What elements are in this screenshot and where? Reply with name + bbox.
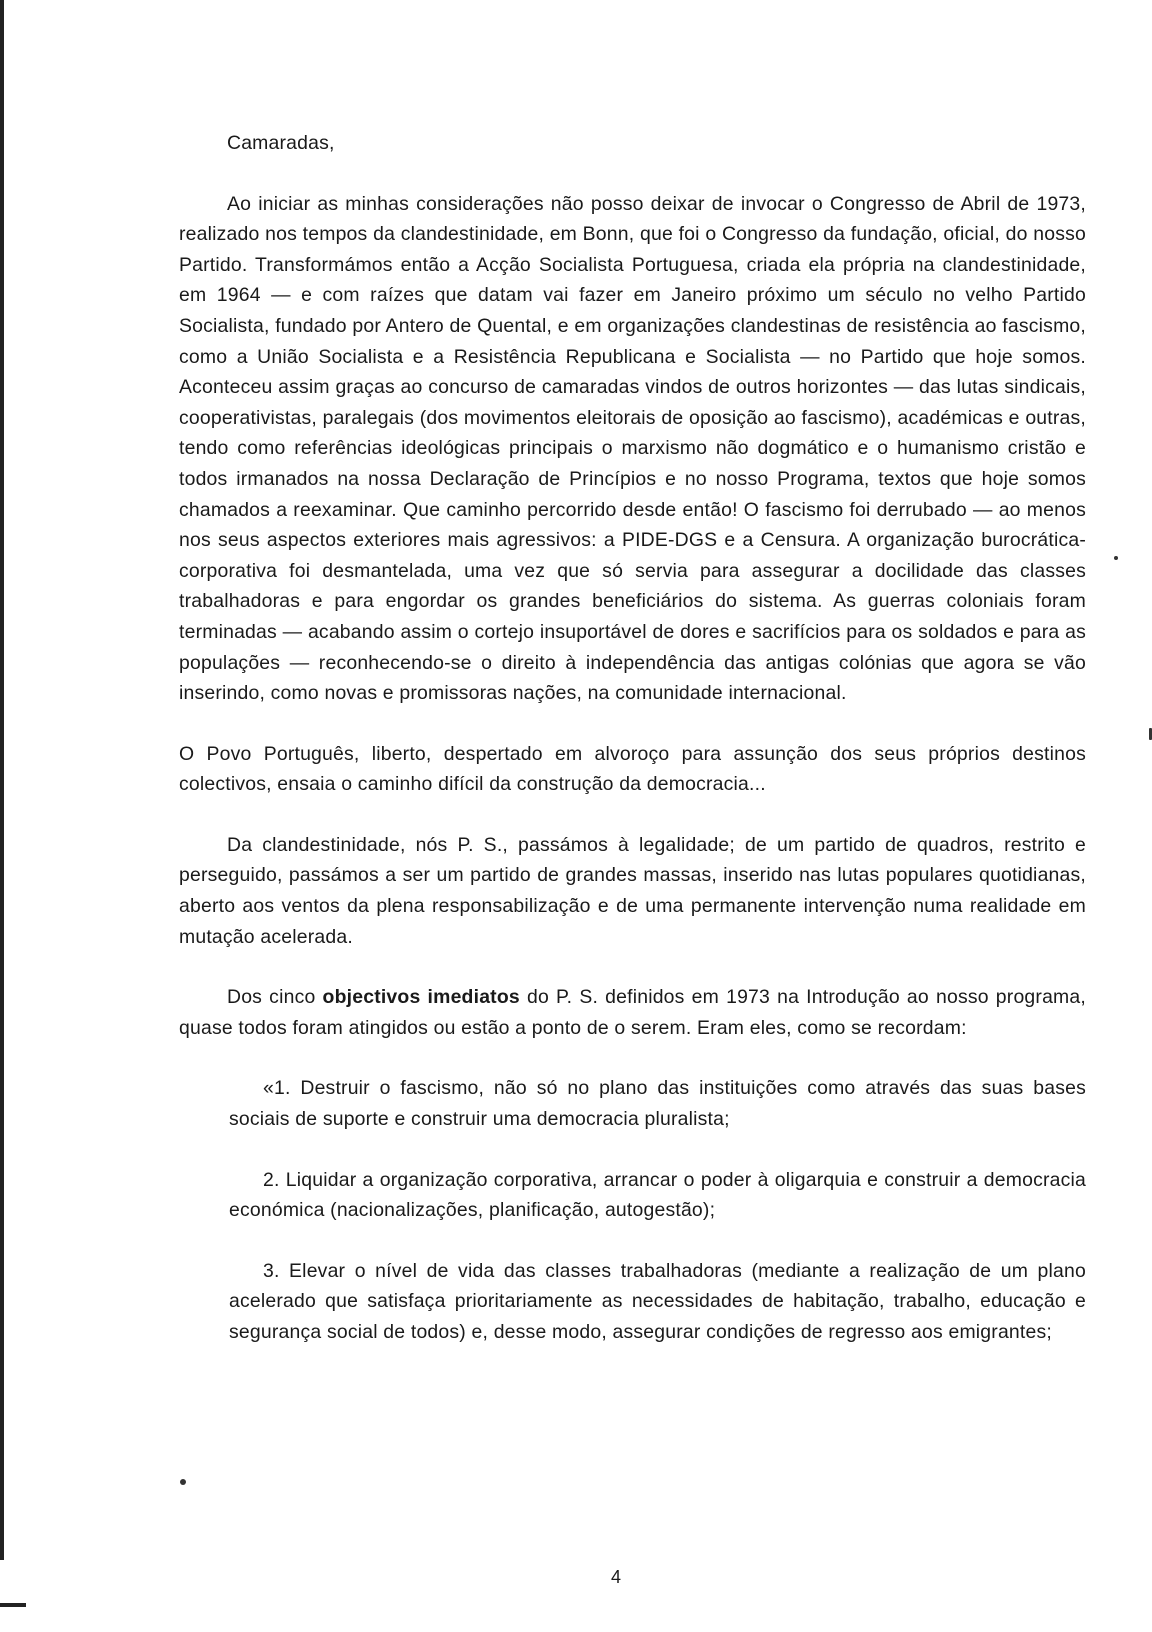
- document-page: [179, 128, 1086, 1348]
- paragraph-introduction: Ao iniciar as minhas considerações não posso deixar de invocar o Congresso de Abril de 1973, realizado nos tempos da clandestinidade, em Bonn, que foi o Congresso da fundação, oficial, do nosso Partido. Transformámos então a Acção Socialista Portuguesa, criada ela própria na clandestinidade, em 1964 — e com raízes que datam vai fazer em Janeiro próximo um século no velho Partido Socialista, fundado por Antero de Quental, e em organizações clandestinas de resistência ao fascismo, como a União Socialista e a Resistência Republicana e Socialista — no Partido que hoje somos. Aconteceu assim graças ao concurso de camaradas vindos de outros horizontes — das lutas sindicais, cooperativistas, paralegais (dos movimentos eleitorais de oposição ao fascismo), académicas e outras, tendo como referências ideológicas principais o marxismo não dogmático e o humanismo cristão e todos irmanados na nossa Declaração de Princípios e no nosso Programa, textos que hoje somos chamados a reexaminar. Que caminho percorrido desde então! O fascismo foi derrubado — ao menos nos seus aspectos exteriores mais agressivos: a PIDE-DGS e a Censura. A organização burocrática-corporativa foi desmantelada, uma vez que só servia para assegurar a docilidade das classes trabalhadoras e para engordar os grandes beneficiários do sistema. As guerras coloniais foram terminadas — acabando assim o cortejo insuportável de dores e sacrifícios para os soldados e para as populações — reconhecendo-se o direito à independência das antigas colónias que agora se vão inserindo, como novas e promissoras nações, na comunidade internacional.: [179, 192, 1086, 705]
- scan-speck: [180, 1479, 186, 1485]
- objectivos-text-end: do P. S. definidos em 1973 na Introdução ao nosso programa, quase todos foram atingidos ou estão a ponto de o serem. Eram eles, como se recordam:: [179, 986, 1086, 1039]
- objective-item-1: «1. Destruir o fascismo, não só no plano das instituições como através das suas bases sociais de suporte e construir uma democracia pluralista;: [229, 1077, 1086, 1131]
- paragraph-objectivos: [179, 982, 1086, 1043]
- objective-item-2: 2. Liquidar a organização corporativa, arrancar o poder à oligarquia e construir a democracia económica (nacionalizações, planificação, autogestão);: [229, 1168, 1086, 1222]
- objective-item-3: 3. Elevar o nível de vida das classes trabalhadoras (mediante a realização de um plano acelerado que satisfaça prioritariamente as necessidades de habitação, trabalho, educação e segurança social de todos) e, desse modo, assegurar condições de regresso aos emigrantes;: [229, 1259, 1086, 1343]
- scan-border-left: [0, 0, 4, 1560]
- objectivos-bold-term: objectivos imediatos: [322, 986, 520, 1009]
- objectivos-text-start: Dos cinco: [227, 986, 323, 1009]
- page-number: 4: [610, 1567, 621, 1587]
- scan-border-bottom: [0, 1603, 26, 1607]
- paragraph-clandestinidade: Da clandestinidade, nós P. S., passámos à legalidade; de um partido de quadros, restrito e perseguido, passámos a ser um partido de grandes massas, inserido nas lutas populares quotidianas, aberto aos ventos da plena responsabilização e de uma permanente intervenção numa realidade em mutação acelerada.: [179, 833, 1086, 948]
- salutation: Camaradas,: [227, 132, 335, 154]
- paragraph-povo-portugues: O Povo Português, liberto, despertado em alvoroço para assunção dos seus próprios destinos colectivos, ensaia o caminho difícil da construção da democracia...: [179, 742, 1086, 796]
- scan-speck: [1114, 556, 1118, 560]
